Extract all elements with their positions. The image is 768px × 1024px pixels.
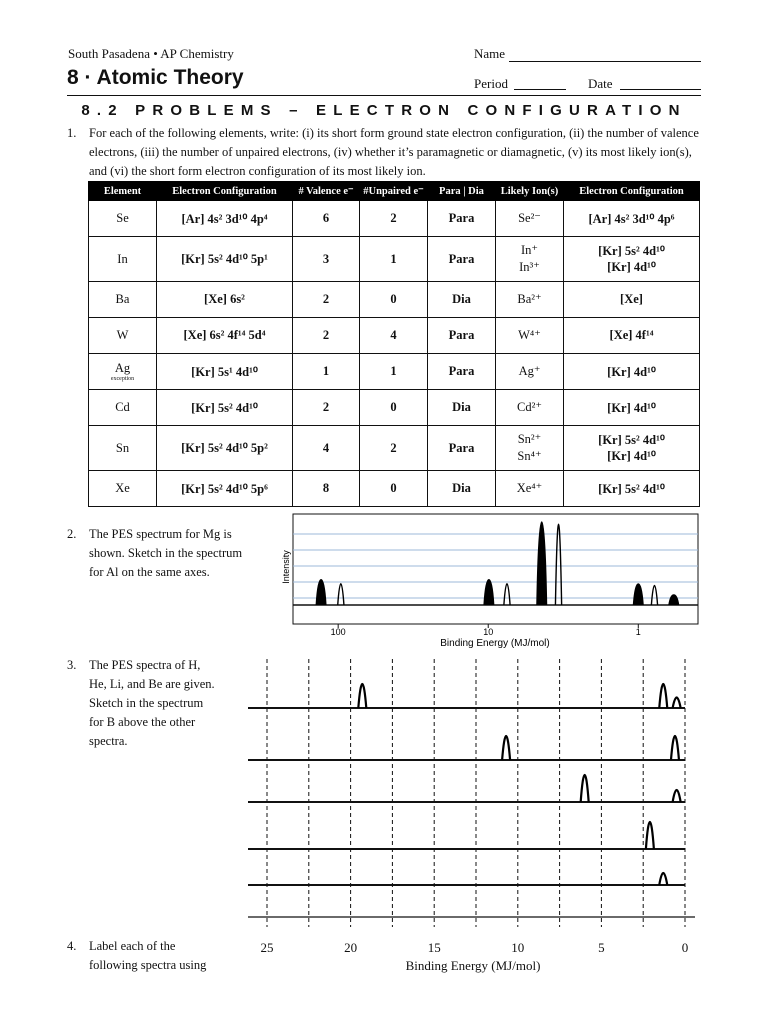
cell-pd[interactable] — [428, 471, 496, 507]
cell-cfg[interactable] — [157, 318, 293, 354]
pes-mg-ylabel: Intensity — [281, 550, 291, 584]
cell-ioncfg-line: [Kr] 4d¹⁰ — [607, 400, 656, 415]
cell-ion[interactable] — [496, 282, 564, 318]
cell-unp-text: 4 — [390, 328, 397, 342]
table-row — [89, 390, 700, 426]
cell-ion-line: In⁺ — [520, 243, 538, 257]
cell-pd-text: Dia — [452, 400, 471, 414]
q3-line: The PES spectra of H, — [89, 658, 201, 672]
question-3-number: 3. — [67, 658, 77, 672]
table-body — [89, 201, 700, 507]
pes-stack-peak — [673, 790, 681, 802]
cell-cfg[interactable] — [157, 237, 293, 282]
cell-cfg-text: [Kr] 5s² 4d¹⁰ 5p¹ — [181, 252, 268, 266]
cell-cfg[interactable] — [157, 426, 293, 471]
cell-el-text: Ag — [114, 361, 131, 375]
name-label: Name — [474, 46, 506, 61]
cell-el[interactable] — [89, 354, 157, 390]
table-header-row — [89, 182, 700, 201]
cell-ioncfg[interactable] — [564, 390, 700, 426]
cell-el-text: Sn — [115, 440, 130, 455]
cell-unp[interactable] — [360, 237, 428, 282]
cell-unp[interactable] — [360, 201, 428, 237]
cell-pd[interactable] — [428, 201, 496, 237]
cell-ion[interactable] — [496, 426, 564, 471]
q4-line: Label each of the — [89, 939, 176, 953]
cell-ioncfg[interactable] — [564, 201, 700, 237]
cell-cfg-text: [Kr] 5s² 4d¹⁰ — [191, 400, 258, 415]
cell-pd-text: Para — [448, 251, 475, 266]
cell-val-text: 6 — [322, 211, 330, 225]
cell-ioncfg-line: [Kr] 5s² 4d¹⁰ — [598, 244, 665, 258]
cell-unp[interactable] — [360, 426, 428, 471]
cell-cfg[interactable] — [157, 282, 293, 318]
cell-val-text: 2 — [322, 400, 330, 414]
cell-ion-line: In³⁺ — [519, 260, 540, 274]
cell-val[interactable] — [293, 237, 360, 282]
cell-el[interactable] — [89, 201, 157, 237]
cell-ion-line: Xe⁴⁺ — [516, 481, 543, 495]
table-row — [89, 354, 700, 390]
cell-ion-line: Ag⁺ — [518, 364, 541, 378]
electron-config-table — [88, 181, 700, 507]
cell-pd[interactable] — [428, 354, 496, 390]
cell-ioncfg[interactable] — [564, 237, 700, 282]
cell-pd-text: Para — [448, 364, 475, 378]
table-header-5: Likely Ion(s) — [496, 182, 564, 201]
cell-el[interactable] — [89, 237, 157, 282]
cell-ioncfg-line: [Xe] 4f¹⁴ — [609, 328, 654, 342]
cell-pd[interactable] — [428, 390, 496, 426]
cell-ioncfg[interactable] — [564, 318, 700, 354]
cell-el-text: Xe — [115, 481, 130, 495]
cell-pd-text: Dia — [452, 292, 471, 306]
cell-el[interactable] — [89, 390, 157, 426]
cell-unp-text: 0 — [390, 292, 397, 306]
cell-cfg-text: [Xe] 6s² — [204, 292, 245, 306]
q2-line: for Al on the same axes. — [89, 565, 210, 579]
date-blank[interactable] — [620, 89, 701, 90]
cell-unp-text: 0 — [390, 481, 397, 495]
table-header-1: Electron Configuration — [157, 182, 293, 201]
cell-ion[interactable] — [496, 471, 564, 507]
pes-stack-tick-label: 0 — [681, 940, 689, 955]
cell-el[interactable] — [89, 426, 157, 471]
cell-unp[interactable] — [360, 390, 428, 426]
school-course-label: South Pasadena • AP Chemistry — [68, 46, 234, 61]
name-blank[interactable] — [509, 61, 701, 62]
cell-val-text: 8 — [322, 481, 330, 495]
cell-ion[interactable] — [496, 390, 564, 426]
pes-stack-tick-label: 10 — [511, 940, 525, 955]
cell-cfg[interactable] — [157, 390, 293, 426]
cell-unp[interactable] — [360, 471, 428, 507]
header-divider — [67, 95, 701, 96]
cell-unp-text: 2 — [390, 440, 397, 455]
cell-ion[interactable] — [496, 237, 564, 282]
q3-line: Sketch in the spectrum — [89, 696, 204, 710]
pes-stack-tick-label: 5 — [598, 940, 605, 955]
pes-stack-peak — [673, 698, 681, 709]
cell-cfg-text: [Xe] 6s² 4f¹⁴ 5d⁴ — [183, 328, 266, 342]
pes-stack-peak — [358, 684, 366, 708]
table-header-3: #Unpaired e⁻ — [360, 182, 428, 201]
cell-pd[interactable] — [428, 426, 496, 471]
cell-ion-line: Sn⁴⁺ — [517, 449, 542, 463]
pes-mg-chart — [280, 512, 705, 652]
cell-cfg[interactable] — [157, 201, 293, 237]
table-row — [89, 471, 700, 507]
pes-mg-frame — [293, 514, 698, 624]
q4-line: following spectra using — [89, 958, 207, 972]
cell-el[interactable] — [89, 318, 157, 354]
cell-cfg[interactable] — [157, 354, 293, 390]
cell-val-text: 4 — [322, 440, 330, 455]
cell-val[interactable] — [293, 354, 360, 390]
cell-ioncfg-line: [Kr] 4d¹⁰ — [607, 364, 656, 379]
table-row — [89, 318, 700, 354]
period-blank[interactable] — [514, 89, 566, 90]
cell-ion[interactable] — [496, 201, 564, 237]
cell-ioncfg[interactable] — [564, 282, 700, 318]
cell-unp[interactable] — [360, 318, 428, 354]
table-row — [89, 201, 700, 237]
question-2-number: 2. — [67, 527, 77, 541]
pes-stack-chart — [240, 655, 700, 930]
cell-unp-text: 0 — [390, 400, 397, 414]
cell-val-text: 1 — [322, 364, 330, 378]
pes-mg-tick-label: 10 — [483, 627, 494, 637]
table-row — [89, 426, 700, 471]
cell-ioncfg[interactable] — [564, 471, 700, 507]
pes-stack-peak — [581, 775, 589, 802]
cell-ioncfg-line: [Ar] 4s² 3d¹⁰ 4p⁶ — [588, 211, 675, 226]
cell-val-text: 3 — [322, 251, 330, 266]
pes-stack-peak — [502, 736, 510, 760]
cell-el-text: In — [117, 251, 128, 266]
pes-stack-tick-label: 15 — [427, 940, 441, 955]
cell-ioncfg-line: [Kr] 5s² 4d¹⁰ — [598, 481, 665, 496]
cell-el-text: Se — [116, 211, 129, 225]
cell-pd[interactable] — [428, 282, 496, 318]
cell-el[interactable] — [89, 282, 157, 318]
table-header-0: Element — [89, 182, 157, 201]
cell-el-text: Cd — [115, 400, 130, 414]
cell-ioncfg[interactable] — [564, 354, 700, 390]
q3-line: spectra. — [89, 734, 128, 748]
cell-el-note: exception — [110, 376, 135, 382]
cell-el[interactable] — [89, 471, 157, 507]
q2-line: shown. Sketch in the spectrum — [89, 546, 243, 560]
cell-pd-text: Para — [448, 211, 475, 225]
cell-cfg[interactable] — [157, 471, 293, 507]
pes-mg-tick-label: 100 — [330, 627, 346, 637]
question-2-text — [89, 525, 242, 582]
cell-ion-line: Ba²⁺ — [517, 292, 542, 306]
cell-unp[interactable] — [360, 282, 428, 318]
pes-stack-peak — [659, 684, 667, 708]
cell-unp-text: 1 — [390, 251, 397, 266]
pes-mg-xlabel: Binding Energy (MJ/mol) — [440, 638, 550, 649]
cell-pd[interactable] — [428, 237, 496, 282]
cell-cfg-text: [Kr] 5s² 4d¹⁰ 5p² — [181, 441, 268, 455]
cell-ion-line: Cd²⁺ — [517, 400, 542, 414]
question-3-text — [89, 656, 215, 751]
cell-pd-text: Para — [448, 328, 475, 342]
cell-cfg-text: [Kr] 5s² 4d¹⁰ 5p⁶ — [181, 481, 268, 496]
cell-el-text: W — [116, 328, 129, 342]
cell-ioncfg[interactable] — [564, 426, 700, 471]
pes-stack-tick-label: 20 — [344, 940, 358, 955]
pes-stack-tick-label: 25 — [260, 940, 274, 955]
page-title: 8 · Atomic Theory — [67, 66, 244, 89]
cell-ion-line: Sn²⁺ — [517, 432, 542, 446]
cell-ioncfg-line: [Xe] — [620, 292, 643, 306]
cell-pd-text: Para — [448, 440, 475, 455]
cell-unp[interactable] — [360, 354, 428, 390]
table-row — [89, 282, 700, 318]
question-1-text: For each of the following elements, write: (i) its short form ground state electron configuration, (ii) the number of valence electrons, (iii) the number of unpaired electrons, (iv) whether it’s paramagnetic or diamagnetic, (v) its most likely ion(s), and (vi) the short form electron configuration of its most likely ion. — [89, 126, 699, 178]
cell-val[interactable] — [293, 390, 360, 426]
cell-ioncfg-line: [Kr] 4d¹⁰ — [607, 449, 656, 463]
cell-val[interactable] — [293, 318, 360, 354]
pes-stack-xlabel: Binding Energy (MJ/mol) — [405, 958, 541, 973]
table-header-6: Electron Configuration — [564, 182, 700, 201]
pes-mg-tick-label: 1 — [635, 627, 641, 637]
question-4-number: 4. — [67, 939, 77, 953]
cell-val[interactable] — [293, 426, 360, 471]
cell-val[interactable] — [293, 201, 360, 237]
cell-unp-text: 1 — [390, 364, 397, 378]
pes-stack-peak — [646, 822, 654, 849]
q3-line: for B above the other — [89, 715, 196, 729]
table-header-2: # Valence e⁻ — [293, 182, 360, 201]
cell-ion-line: Se²⁻ — [518, 211, 541, 225]
cell-ioncfg-line: [Kr] 4d¹⁰ — [607, 260, 656, 274]
cell-unp-text: 2 — [390, 211, 397, 225]
pes-stack-peak — [671, 736, 679, 760]
cell-val[interactable] — [293, 471, 360, 507]
cell-ion-line: W⁴⁺ — [518, 328, 541, 342]
q3-line: He, Li, and Be are given. — [89, 677, 215, 691]
cell-el-text: Ba — [115, 292, 130, 306]
question-4-text — [89, 937, 206, 975]
pes-stack-peak — [659, 873, 667, 885]
cell-val[interactable] — [293, 282, 360, 318]
section-heading: 8.2 PROBLEMS – ELECTRON CONFIGURATION — [81, 102, 687, 119]
cell-cfg-text: [Ar] 4s² 3d¹⁰ 4p⁴ — [181, 211, 268, 226]
cell-cfg-text: [Kr] 5s¹ 4d¹⁰ — [191, 364, 258, 379]
cell-ion[interactable] — [496, 354, 564, 390]
cell-val-text: 2 — [322, 292, 330, 306]
question-1-number: 1. — [67, 126, 77, 140]
cell-val-text: 2 — [322, 328, 330, 342]
cell-pd[interactable] — [428, 318, 496, 354]
cell-ioncfg-line: [Kr] 5s² 4d¹⁰ — [598, 433, 665, 447]
table-header-4: Para | Dia — [428, 182, 496, 201]
date-label: Date — [588, 76, 613, 91]
q2-line: The PES spectrum for Mg is — [89, 527, 232, 541]
cell-ion[interactable] — [496, 318, 564, 354]
cell-pd-text: Dia — [452, 481, 471, 495]
table-row — [89, 237, 700, 282]
period-label: Period — [474, 76, 508, 91]
